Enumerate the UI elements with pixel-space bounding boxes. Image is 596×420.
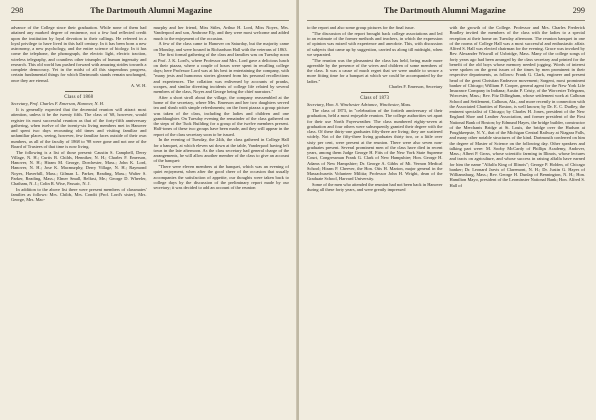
left-columns bbox=[11, 25, 289, 203]
running-head-left bbox=[11, 6, 289, 21]
paragraph: "The discussion of the report brought back college associations and led to an estimate of the former methods and teachers, in which the expression of opinion was mixed with experience and anecdote. This, with discussion of subjects that came up by suggestion, carried us along till midnight, when we separated. bbox=[307, 30, 443, 57]
left-column-1 bbox=[11, 25, 147, 203]
right-columns bbox=[307, 25, 585, 193]
paragraph: A few of the class came to Hanover on Saturday, but the majority came on Monday, and were housed in Richardson Hall with the veterans of 1863. bbox=[153, 41, 289, 52]
left-column-2 bbox=[154, 25, 290, 203]
paragraph: "There were eleven members at the banquet, which was an evening of quiet enjoyment, when after the good cheer of the occasion that usually accompanies the satisfaction of appetite, our thoughts were taken back to college days by the discussion of the preliminary report made by our secretary; it was decided to add an account of the reunion bbox=[153, 164, 289, 190]
secretary-byline-1868: Secretary, Prof. Charles F. Emerson, Hanover, N. H. bbox=[11, 100, 105, 106]
paragraph: to the report and also some group pictures for the final issue. bbox=[307, 25, 415, 30]
paragraph: The following is a list of those present: Caustin S. Campbell, Derry Village, N. H.; Curtis B. Childs, Henniker, N. H.; Charles F. Emerson, Hanover, N. H.; Hiram M. George, Dorchester, Mass.; John K. Lord, Hanover, N. H.; Jose K. Macmurphy, Derry Village, N. H.; Raymond Noyes, Haverhill, Mass.; Gilman L. Parker, Reading, Mass.; Walter S. Parker, Reading, Mass.; Elmer Small, Belfast, Me.; George D. Wheeler, Chatham, N. J.; Colin R. Wise, Passaic, N. J. bbox=[11, 149, 147, 186]
paragraph: murphy and her friend, Miss Stiles, Arthur H. Lord, Miss Noyes, Mrs. Vanderpool and son, Ambrose Ely, and they were most welcome and added much to the enjoyment of the occasion. bbox=[153, 25, 289, 41]
paragraph: The first formal gathering of the class and families was on Tuesday noon at Prof. J. K. Lord's, where Professor and Mrs. Lord gave a delicious lunch on their piazza, where a couple of hours were spent in recalling college days; here Professor Lord was at his best in entertaining the company, with "many jests and humorous stories gleaned from his personal recollections and experiences. The collation was enlivened by accounts of pranks, scrapes, and similar diverting incidents of college life related by several members of the class, Noyes and George being the chief narrators." bbox=[153, 52, 289, 94]
left-page bbox=[0, 0, 297, 420]
journal-title-right: The Dartmouth Alumni Magazine bbox=[383, 6, 506, 15]
section-heading-1873: Class of 1873 bbox=[360, 95, 390, 101]
signature: A. W. H. bbox=[130, 83, 147, 89]
paragraph: In addition to the above list there were present members of classmates' families as follows: Mrs. Childs, Mrs. Condit (Prof. Lord's sister), Mrs. George, Mrs. Mac- bbox=[11, 186, 147, 203]
section-heading-1868: Class of 1868 bbox=[64, 94, 94, 100]
page-number-left: 298 bbox=[11, 6, 24, 15]
paragraph: In the evening of Tuesday, the 24th, the class gathered in College Hall for a banquet, at which eleven sat down at the table, Vanderpool having left town in the late afternoon. As the class secretary had general charge of the arrangements, he will allow another member of the class to give an account of the banquet: bbox=[153, 137, 289, 164]
right-column-2 bbox=[450, 25, 586, 193]
paragraph: "The reunion was the pleasantest the class has held, being made more agreeable by the presence of the wives and children of some members of the class. It was a cause of much regret that we were unable to secure a more fitting time for a banquet at which we could be accompanied by the ladies." bbox=[307, 57, 443, 84]
journal-title-left: The Dartmouth Alumni Magazine bbox=[90, 6, 213, 15]
divider bbox=[361, 92, 389, 93]
secretary-byline-1873: Secretary, Hon. S. Winchester Adriance, Winchester, Mass. bbox=[307, 101, 412, 107]
paragraph: advance of the College since their graduation. While none of them had attained any marked degree of eminence, not a few had reflected credit upon the institution by loyal devotion to their callings. He referred in a loyal privilege to have lived in this half century. In it has been born a new astronomy, a new psychology, and the entire science of biology. In it has come the telephone, the phonograph, the electric light, electric traction, wireless telegraphy, and countless other triumphs of human ingenuity and research. This old world has pushed forward with amazing strides towards a complete democracy. Yet in the midst of all this stupendous progress, certain fundamental things for which Dartmouth stands remain unchanged, once they are eternal. bbox=[11, 25, 147, 83]
paragraph: The class of 1873, in "celebration of the fortieth anniversary of their graduation, held a most enjoyable reunion. The college authorities set apart for their use North Fayerweather. The class numbered eighty-seven at graduation and four others were subsequently granted their degree with the class. Of these thirty-one graduates fifty-three are living; they are scattered widely. Not of the fifty-three living graduates thirty two, or a little over sixty per cent, were present at the reunion. There were also seven non-graduates present. Several prominent men of the class have died in recent years, among them Judge George H. Fitts of the New York State Supreme Court, Congressman Frank G. Clark of New Hampshire; Hon. George H. Adams of New Hampshire; Dr. George A. Gibbs of Mt. Vernon Medical School; Hiram P. Cheever, the Hon. Otis H. Marion, major general in the Massachusetts Volunteer Militia; Professor John H. Wright, dean of the Graduate School, Harvard University. bbox=[307, 108, 443, 182]
right-page bbox=[299, 0, 596, 420]
right-column-1 bbox=[307, 25, 443, 193]
paragraph: with the growth of the College. Professor and Mrs. Charles Frederick Bradley invited the members of the class with the ladies to a special reception at their home on Tuesday afternoon. The reunion banquet in one of the rooms of College Hall was a most successful and enthusiastic affair. Alfred S. Hall was elected chairman for the evening. Grace was invoked by Rev. Alexander Wiswall of Uxbridge, Mass. Many of the college songs of forty years ago had been arranged by the class secretary and printed for the benefit of the old boys whose memory needed jogging. Words of interest were spoken on the great issues of the times by men prominent in their respective departments, as follows: Frank G. Clark, engineer and present head of the great Christian Endeavor movement; Sargent, most prominent banker of Chicago; William P. Cooper, general agent for the New York Life Insurance Company in Indiana; Austin P. Cristy, of the Worcester Telegram, Worcester, Mass.; Rev. Fitz Dillingham, whose settlement work at Calhoun School and Settlement, Calhoun, Ala., and more recently in connection with the Associated Charities of Boston, is well known; by Dr. E. C. Dudley, the eminent specialist of Chicago; by Charles H. Jones, president of the New England Shoe and Leather Association, and former president of the First National Bank of Boston; by Edmund Hayes, the bridge builder, constructor of the Merchants Bridge at St. Louis, the bridge over the Hudson at Poughkeepsie, N. Y., that of the Michigan Central Railway at Niagara Falls, and many other notable structures of the kind. Dartmouth conferred on him the degree of Master of Science on the following day. Other speakers and talking part were: M. Sooby McCardy of Phillips Academy, Andover, Mass.; Albert P. Gross, whose scientific farming in Illinois, whose lectures and tracts on agriculture, and whose success in raising alfalfa have earned for him the name "Alfalfa King of Illinois"; George P. Holden, of Chicago banker; Dr. Leonard Jarvis of Claremont, N. H.; Dr. Justin G. Hayes of Williamsburg, Mass.; Rev. George H. Dunlap of Bennington, N. H.; Hon. Hamilton Mayo, president of the Leominster National Bank; Hon. Alfred S. Hall of bbox=[449, 25, 585, 188]
paragraph: It is generally expected that the decennial reunion will attract most attention, unless it be the twenty fifth. The class of '68, however, would register its most successful reunion as that of the forty-fifth anniversary gathering, when twelve of the twenty-six living members met in Hanover and spent two days recounting old times and visiting familiar and unfamiliar places, seeing, however, few familiar faces outside of their own numbers, as all of the faculty of 1868 to '98 were gone and not one of the Board of Trustees of that time is now living. bbox=[11, 107, 147, 149]
page-number-right: 299 bbox=[572, 6, 585, 15]
paragraph: After a short stroll about the village, the company reassembled at the home of the secretary, where Mrs. Emerson and her two daughters served tea and shrub with simple refreshments; on the front piazza a group picture was taken of the class, including the ladies and children and one granddaughter. On Tuesday evening the remainder of the class gathered on the steps of the Tuck Building for a group of the twelve members present. Half-tones of these two groups have been made, and they will appear in the report of the class secretary soon to be issued. bbox=[153, 94, 289, 137]
paragraph: Some of the men who attended the reunion had not been back in Hanover during all these forty years, and were greatly impressed bbox=[307, 182, 443, 193]
running-head-right bbox=[307, 6, 585, 21]
divider bbox=[65, 91, 93, 92]
signature: Charles F. Emerson, Secretary bbox=[388, 84, 443, 90]
